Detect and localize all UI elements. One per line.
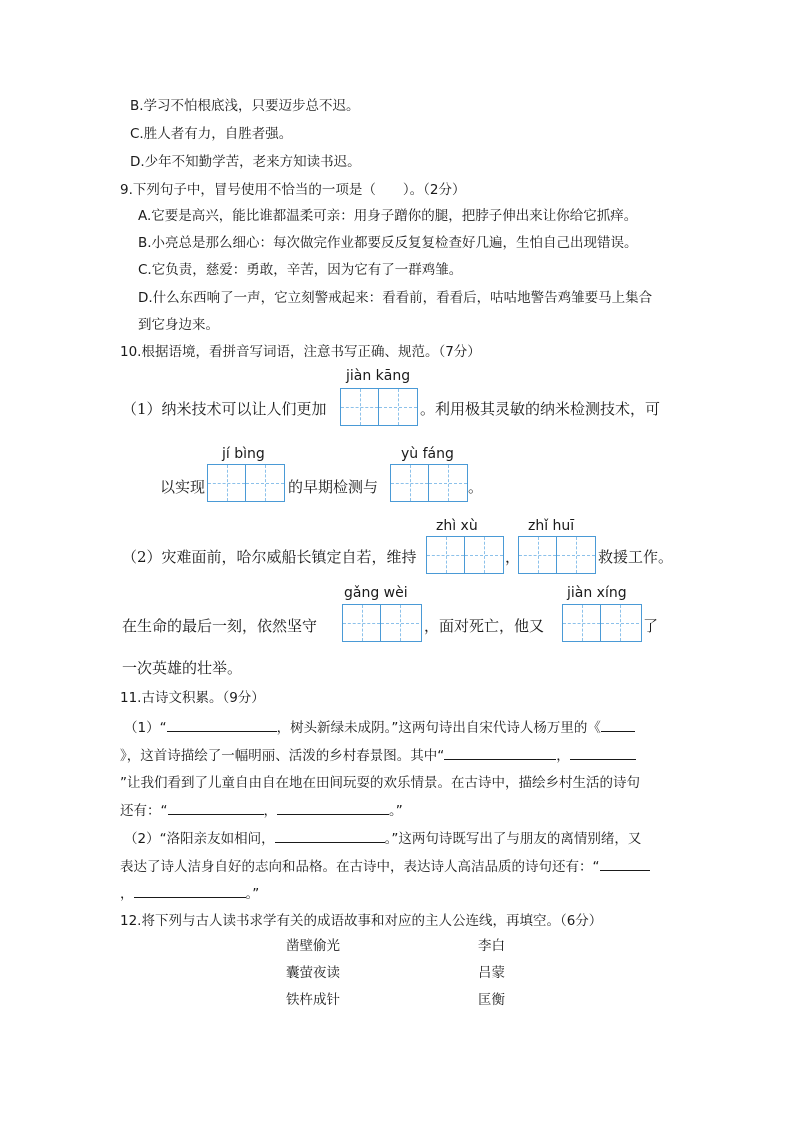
writing-grid-jibing[interactable]: [207, 464, 285, 502]
q10-p1-text-c: 以实现: [160, 478, 206, 496]
q10-p2-text-f: 了: [643, 617, 659, 635]
q11-line5-text: （2）“洛阳亲友如相问，: [124, 831, 275, 847]
answer-blank-9[interactable]: [134, 883, 246, 898]
pinyin-zhihui: zhǐ huī: [528, 518, 575, 534]
pinyin-zhixu: zhì xù: [436, 518, 478, 534]
pinyin-jianxing: jiàn xíng: [567, 585, 627, 601]
q11-line2-comma: ，: [556, 748, 570, 764]
writing-grid-zhihui[interactable]: [518, 536, 596, 574]
idiom-item[interactable]: 铁杵成针: [286, 992, 340, 1008]
q11-line3: ”让我们看到了儿童自由自在地在田间玩耍的欢乐情景。在古诗中，描绘乡村生活的诗句: [120, 775, 640, 791]
person-item[interactable]: 吕蒙: [478, 965, 505, 981]
q11-line1: [124, 717, 635, 738]
q9-stem: 9.下列句子中，冒号使用不恰当的一项是（ ）。（2分）: [120, 182, 466, 198]
answer-blank-6[interactable]: [277, 800, 389, 815]
q8-option-b: B.学习不怕根底浅，只要迈步总不迟。: [130, 98, 360, 114]
q10-p2-text-d: 在生命的最后一刻，依然坚守: [122, 617, 318, 635]
q11-line7: [120, 883, 259, 904]
writing-grid-yufang[interactable]: [390, 464, 468, 502]
q11-line2: [120, 745, 636, 766]
q10-p2-text-b: ，: [505, 548, 521, 566]
pinyin-yufang: yù fáng: [401, 446, 454, 462]
writing-grid-zhixu[interactable]: [426, 536, 504, 574]
q10-p1-text-a: （1）纳米技术可以让人们更加: [122, 400, 327, 418]
q11-line4-comma: ，: [263, 803, 277, 819]
q9-option-b: B.小亮总是那么细心：每次做完作业都要反反复复检查好几遍，生怕自己出现错误。: [138, 235, 638, 251]
person-item[interactable]: 李白: [478, 938, 505, 954]
pinyin-gangwei: gǎng wèi: [344, 585, 408, 601]
answer-blank-4[interactable]: [570, 745, 636, 760]
q11-line2-text: 》，这首诗描绘了一幅明丽、活泼的乡村春景图。其中“: [120, 748, 445, 764]
q11-line4-text: 还有：“: [120, 803, 168, 819]
writing-grid-gangwei[interactable]: [342, 604, 422, 642]
pinyin-jibing: jí bìng: [222, 446, 265, 462]
q8-option-c: C.胜人者有力，自胜者强。: [130, 126, 293, 142]
answer-blank-7[interactable]: [275, 828, 385, 843]
q10-p2-text-e: ，面对死亡，他又: [424, 617, 545, 635]
answer-blank-2[interactable]: [601, 717, 635, 732]
q10-p2-text-a: （2）灾难面前，哈尔威船长镇定自若，维持: [122, 548, 417, 566]
pinyin-jiankang: jiàn kāng: [346, 368, 411, 384]
q11-line1-text: ，树头新绿未成阴。”这两句诗出自宋代诗人杨万里的《: [276, 720, 601, 736]
q11-line5-end: 。”这两句诗既写出了与朋友的离情别绪，又: [384, 831, 642, 847]
answer-blank-8[interactable]: [600, 856, 650, 871]
q11-line5: [124, 828, 641, 849]
q12-stem: 12.将下列与古人读书求学有关的成语故事和对应的主人公连线，再填空。（6分）: [120, 913, 603, 929]
idiom-item[interactable]: 凿壁偷光: [286, 938, 340, 954]
answer-blank-1[interactable]: [167, 717, 277, 732]
answer-blank-5[interactable]: [168, 800, 264, 815]
q9-option-c: C.它负责，慈爱：勇敢，辛苦，因为它有了一群鸡雏。: [138, 262, 463, 278]
idiom-item[interactable]: 囊萤夜读: [286, 965, 340, 981]
q11-line4-end: 。”: [389, 803, 403, 819]
q8-option-d: D.少年不知勤学苦，老来方知读书迟。: [130, 154, 361, 170]
q9-option-d-continued: 到它身边来。: [138, 317, 219, 333]
q10-p1-text-e: 。: [468, 478, 484, 496]
q10-p2-text-g: 一次英雄的壮举。: [122, 659, 243, 677]
q11-stem: 11.古诗文积累。（9分）: [120, 690, 265, 706]
q10-p1-text-b: 。利用极其灵敏的纳米检测技术，可: [420, 400, 661, 418]
q10-stem: 10.根据语境，看拼音写词语，注意书写正确、规范。（7分）: [120, 344, 481, 360]
q11-line4: [120, 800, 403, 821]
q10-p2-text-c: 救援工作。: [598, 548, 674, 566]
q9-option-d: D.什么东西响了一声，它立刻警戒起来：看看前，看看后，咕咕地警告鸡雏要马上集合: [138, 290, 653, 306]
q9-option-a: A.它要是高兴，能比谁都温柔可亲：用身子蹭你的腿，把脖子伸出来让你给它抓痒。: [138, 208, 638, 224]
answer-blank-3[interactable]: [444, 745, 556, 760]
q10-p1-text-d: 的早期检测与: [288, 478, 379, 496]
writing-grid-jianxing[interactable]: [562, 604, 642, 642]
person-item[interactable]: 匡衡: [478, 992, 505, 1008]
writing-grid-jiankang[interactable]: [340, 388, 418, 426]
q11-line1-prefix: （1）“: [124, 720, 167, 736]
q11-line7-comma: ，: [120, 886, 134, 902]
q11-line7-end: 。”: [245, 886, 260, 902]
q11-line6-text: 表达了诗人洁身自好的志向和品格。在古诗中，表达诗人高洁品质的诗句还有：“: [120, 859, 600, 875]
q11-line6: [120, 856, 650, 877]
